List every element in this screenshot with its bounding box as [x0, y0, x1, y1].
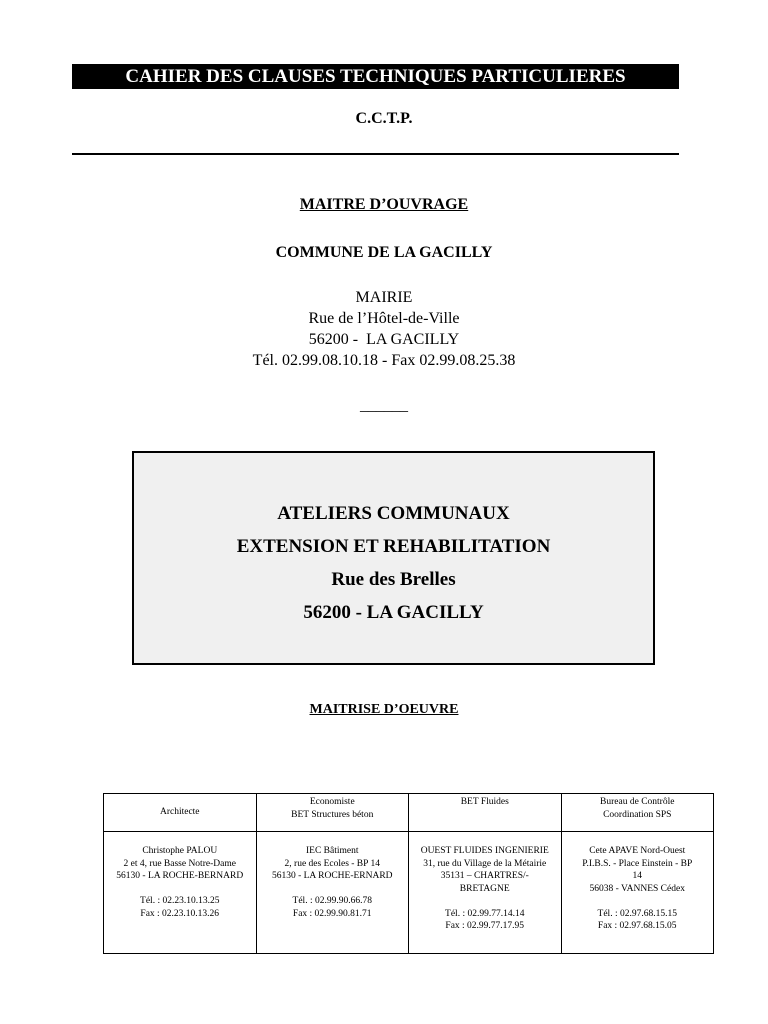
cell-line: 35131 – CHARTRES/-: [440, 871, 529, 881]
header-line: BET Fluides: [460, 797, 509, 807]
cell-line: 2, rue des Ecoles - BP 14: [284, 858, 380, 869]
project-line: EXTENSION ET REHABILITATION: [236, 536, 551, 557]
separator-line: ______: [360, 397, 408, 414]
maitre-ouvrage-heading: [0, 196, 768, 214]
cell-line: Cete APAVE Nord-Ouest: [589, 846, 686, 856]
header-cell-architecte: [104, 794, 257, 832]
client-name: COMMUNE DE LA GACILLY: [275, 244, 493, 261]
project-title: [134, 497, 653, 629]
cell-line: 56038 - VANNES Cédex: [589, 883, 685, 894]
table-header-row: [104, 794, 714, 832]
header-line: Economiste: [309, 797, 355, 807]
control-office-cell: [561, 832, 714, 954]
cell-line: OUEST FLUIDES INGENIERIE: [420, 846, 549, 856]
maitre-ouvrage-heading-text: MAITRE D’OUVRAGE: [299, 196, 469, 213]
header-cell-bureau-controle: [561, 794, 714, 832]
economist-cell: [256, 832, 409, 954]
cell-line: Tél. : 02.23.10.13.25: [140, 896, 220, 906]
cell-line: Fax : 02.23.10.13.26: [140, 908, 220, 919]
cell-line: Fax : 02.99.90.81.71: [292, 908, 372, 919]
horizontal-divider: [72, 153, 679, 155]
project-line: Rue des Brelles: [331, 569, 456, 590]
header-line: Architecte: [159, 807, 200, 818]
cell-line: 56130 - LA ROCHE-BERNARD: [116, 871, 244, 881]
cell-line: Tél. : 02.99.90.66.78: [292, 896, 372, 906]
cell-line: Tél. : 02.97.68.15.15: [597, 908, 677, 919]
client-address: [0, 287, 768, 371]
address-line: 56200 - LA GACILLY: [308, 331, 460, 348]
document-subtitle: C.C.T.P.: [355, 110, 413, 127]
document-title-banner: CAHIER DES CLAUSES TECHNIQUES PARTICULIERES: [72, 64, 679, 89]
project-line: ATELIERS COMMUNAUX: [277, 503, 510, 524]
cell-spacer: [564, 895, 712, 908]
cell-line: 56130 - LA ROCHE-ERNARD: [271, 871, 393, 881]
fluids-cell: [409, 832, 562, 954]
address-line: Tél. 02.99.08.10.18 - Fax 02.99.08.25.38: [252, 352, 516, 369]
header-line: BET Structures béton: [291, 809, 374, 820]
project-box: [132, 451, 655, 665]
maitrise-oeuvre-heading: [0, 702, 768, 718]
cell-spacer: [259, 883, 407, 896]
maitrise-oeuvre-heading-text: MAITRISE D’OEUVRE: [309, 702, 459, 717]
cell-line: Christophe PALOU: [142, 846, 218, 856]
table-row: [104, 832, 714, 954]
cell-line: BRETAGNE: [459, 883, 510, 894]
address-line: MAIRIE: [355, 289, 413, 306]
cell-spacer: [106, 883, 254, 896]
cell-line: Tél. : 02.99.77.14.14: [445, 908, 525, 919]
cell-line: IEC Bâtiment: [305, 846, 359, 856]
cell-line: P.I.B.S. - Place Einstein - BP: [582, 858, 693, 869]
project-line: 56200 - LA GACILLY: [303, 602, 484, 623]
cell-spacer: [411, 895, 559, 908]
cell-line: Fax : 02.99.77.17.95: [445, 921, 525, 931]
header-line: Bureau de Contrôle: [600, 797, 675, 807]
project-team-table: [103, 793, 714, 954]
header-cell-bet-fluides: [409, 794, 562, 832]
cell-line: 14: [632, 871, 642, 881]
cell-line: 2 et 4, rue Basse Notre-Dame: [123, 858, 236, 869]
header-cell-economiste: [256, 794, 409, 832]
cell-line: Fax : 02.97.68.15.05: [597, 921, 677, 931]
cell-line: 31, rue du Village de la Métairie: [423, 858, 547, 869]
address-line: Rue de l’Hôtel-de-Ville: [308, 310, 460, 327]
architect-cell: [104, 832, 257, 954]
header-line: Coordination SPS: [603, 809, 672, 820]
